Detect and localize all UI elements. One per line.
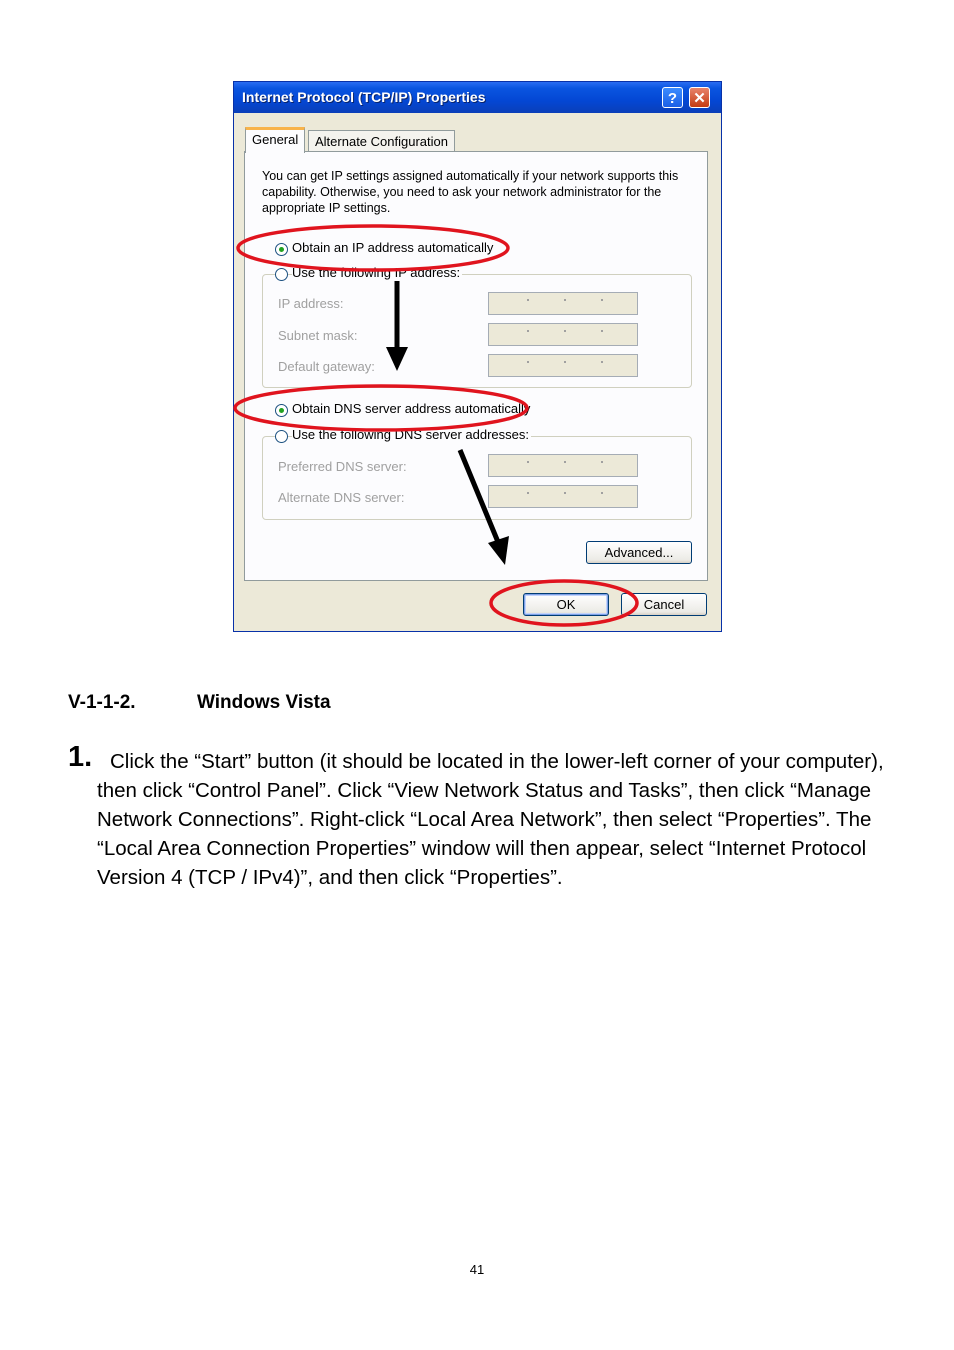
subnet-mask-label: Subnet mask: — [278, 328, 358, 343]
use-ip-manual-label[interactable]: Use the following IP address: — [292, 265, 461, 280]
close-icon[interactable]: ✕ — [689, 87, 710, 108]
obtain-ip-auto-radio[interactable] — [275, 243, 288, 256]
use-dns-manual-label[interactable]: Use the following DNS server addresses: — [292, 427, 529, 442]
obtain-dns-auto-radio[interactable] — [275, 404, 288, 417]
use-dns-manual-radio[interactable] — [275, 430, 288, 443]
ok-button[interactable]: OK — [523, 593, 609, 616]
alternate-dns-field[interactable] — [488, 485, 638, 508]
default-gateway-field[interactable] — [488, 354, 638, 377]
alternate-dns-label: Alternate DNS server: — [278, 490, 405, 505]
preferred-dns-label: Preferred DNS server: — [278, 459, 407, 474]
tab-alternate-configuration[interactable]: Alternate Configuration — [308, 130, 455, 152]
cancel-button[interactable]: Cancel — [621, 593, 707, 616]
ip-address-label: IP address: — [278, 296, 344, 311]
dialog-screenshot — [233, 81, 722, 632]
section-number: V-1-1-2. — [68, 692, 136, 713]
advanced-button[interactable]: Advanced... — [586, 541, 692, 564]
title-bar[interactable] — [234, 82, 721, 113]
general-panel — [244, 151, 708, 581]
obtain-ip-auto-label[interactable]: Obtain an IP address automatically — [292, 240, 494, 255]
tcpip-properties-window — [233, 81, 722, 632]
use-ip-manual-radio[interactable] — [275, 268, 288, 281]
ip-address-field[interactable] — [488, 292, 638, 315]
step-number: 1. — [68, 741, 93, 773]
tab-general[interactable]: General — [245, 127, 305, 153]
page-number: 41 — [469, 1262, 485, 1277]
section-title: Windows Vista — [197, 692, 331, 713]
default-gateway-label: Default gateway: — [278, 359, 375, 374]
intro-text: You can get IP settings assigned automatically if your network supports this capability. Otherwise, you need to ask your network administrator for the appropriate IP settings. — [262, 169, 679, 215]
subnet-mask-field[interactable] — [488, 323, 638, 346]
help-icon[interactable]: ? — [662, 87, 683, 108]
window-title: Internet Protocol (TCP/IP) Properties — [242, 89, 486, 105]
obtain-dns-auto-label[interactable]: Obtain DNS server address automatically — [292, 401, 531, 416]
preferred-dns-field[interactable] — [488, 454, 638, 477]
step-text: Click the “Start” button (it should be located in the lower-left corner of your computer), then click “Control Panel”. Click “View Network Status and Tasks”, then click “Manage Network Connections”. Right-click “Local Area Network”, then select “Properties”. The “Local Area Connection Properties” window will then appear, select “Internet Protocol Version 4 (TCP / IPv4)”, and then click “Properties”. — [97, 750, 884, 889]
